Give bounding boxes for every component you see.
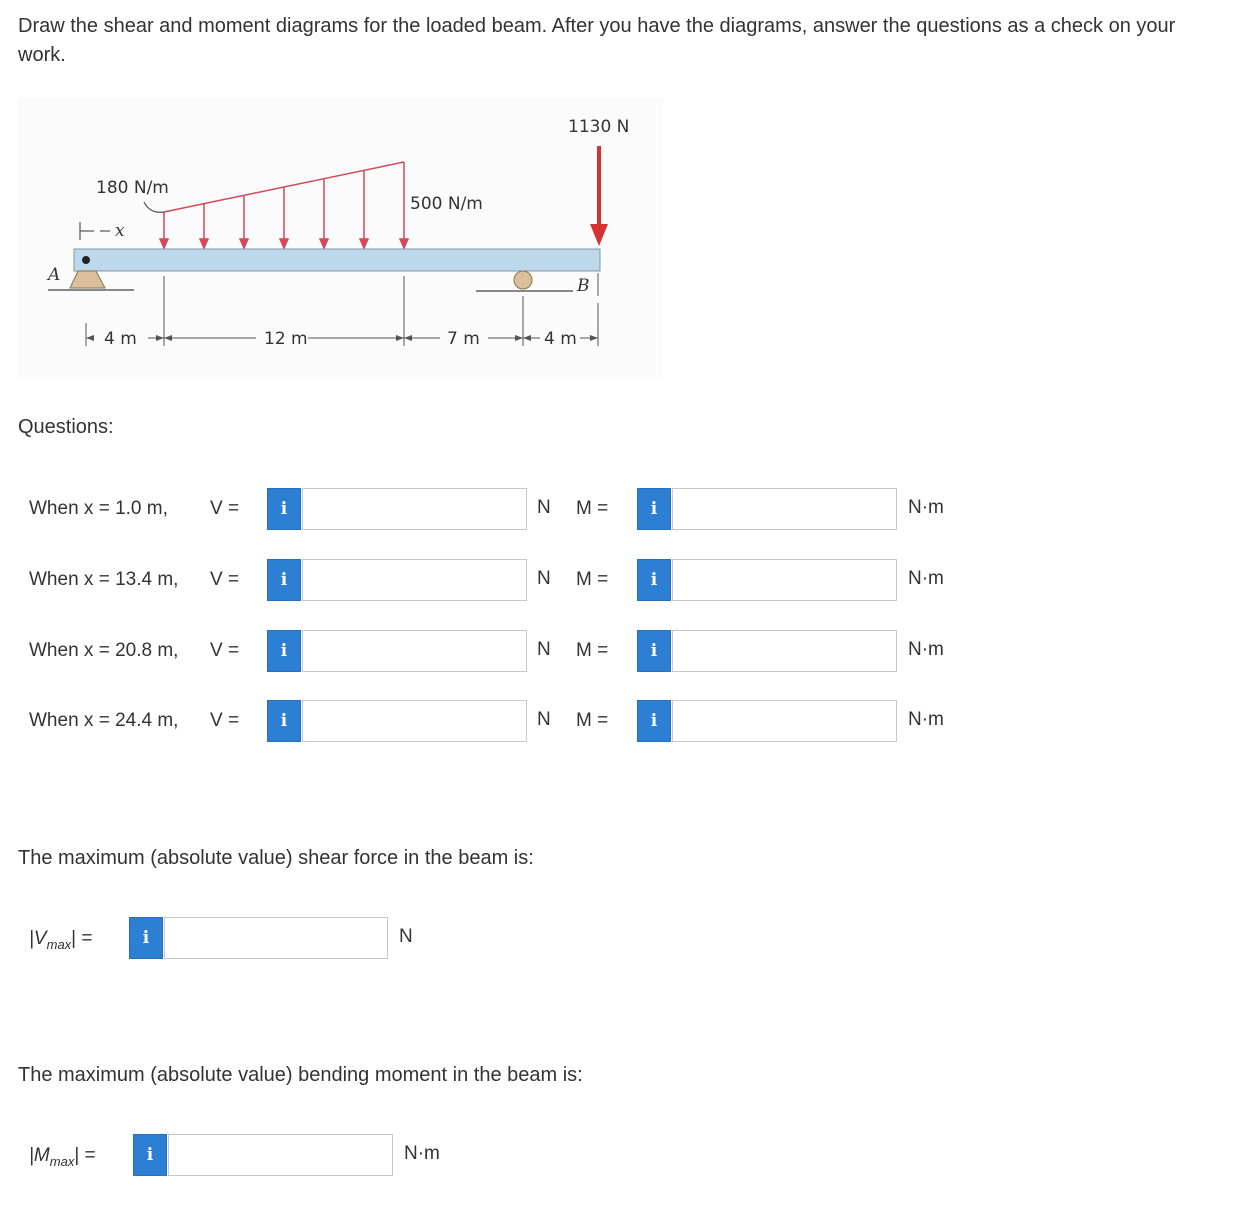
question-row-2 [0,558,1250,602]
mmax-label-post: | = [74,1145,96,1166]
row-3-m-unit: N·m [908,639,944,660]
row-2-m-label: M = [576,569,609,590]
problem-prompt: Draw the shear and moment diagrams for the loaded beam. After you have the diagrams, answer the questions as a check on your work. [18,15,1176,66]
mmax-row [0,1133,600,1179]
load-left-pointer [144,202,164,212]
vmax-label-main: |V [29,928,47,949]
load-left-label: 180 N/m [96,178,169,198]
row-1-v-label: V = [210,498,240,519]
load-arrows [160,170,408,248]
support-a [70,271,105,288]
vmax-label-sub: max [46,936,72,952]
row-2-label: When x = 13.4 m, [29,569,179,590]
row-4-v-label: V = [210,710,240,731]
row-3-m-label: M = [576,640,609,661]
row-1-m-input[interactable] [672,488,897,530]
row-4-v-info-button[interactable]: i [267,700,301,742]
question-row-3 [0,629,1250,673]
row-2-v-input[interactable] [302,559,527,601]
mmax-input[interactable] [168,1134,393,1176]
row-4-v-unit: N [537,709,551,730]
dim-3-label: 7 m [447,329,480,349]
row-1-v-input[interactable] [302,488,527,530]
point-load-arrowhead [590,224,608,246]
question-row-1 [0,487,1250,531]
mmax-label [29,1145,96,1169]
row-3-label: When x = 20.8 m, [29,640,179,661]
row-3-v-unit: N [537,639,551,660]
row-3-v-label: V = [210,640,240,661]
support-b-label: B [577,276,590,296]
point-load-label: 1130 N [568,117,630,137]
mmax-heading: The maximum (absolute value) bending moment in the beam is: [18,1064,583,1086]
dim-2-label: 12 m [264,329,308,349]
mmax-info-button[interactable]: i [133,1134,167,1176]
row-1-label: When x = 1.0 m, [29,498,168,519]
row-1-m-info-button[interactable]: i [637,488,671,530]
row-4-v-input[interactable] [302,700,527,742]
row-2-m-unit: N·m [908,568,944,589]
pin-dot [82,256,90,264]
mmax-label-main: |M [29,1145,50,1166]
row-4-m-info-button[interactable]: i [637,700,671,742]
row-2-m-input[interactable] [672,559,897,601]
mmax-unit: N·m [404,1143,440,1164]
row-4-m-unit: N·m [908,709,944,730]
row-4-label: When x = 24.4 m, [29,710,179,731]
row-3-m-input[interactable] [672,630,897,672]
x-label: x [115,221,125,241]
row-1-v-unit: N [537,497,551,518]
dim-1-label: 4 m [104,329,137,349]
row-1-v-info-button[interactable]: i [267,488,301,530]
row-2-m-info-button[interactable]: i [637,559,671,601]
row-2-v-unit: N [537,568,551,589]
vmax-label-post: | = [71,928,93,949]
row-3-m-info-button[interactable]: i [637,630,671,672]
question-row-4 [0,699,1250,743]
dim-4-label: 4 m [544,329,577,349]
row-4-m-input[interactable] [672,700,897,742]
vmax-unit: N [399,926,413,947]
row-3-v-input[interactable] [302,630,527,672]
row-2-v-label: V = [210,569,240,590]
beam-diagram [18,98,663,380]
vmax-input[interactable] [164,917,388,959]
support-a-label: A [48,265,61,285]
beam-figure [18,98,663,380]
row-1-m-unit: N·m [908,497,944,518]
beam [74,249,600,271]
load-right-label: 500 N/m [410,194,483,214]
row-3-v-info-button[interactable]: i [267,630,301,672]
row-4-m-label: M = [576,710,609,731]
row-1-m-label: M = [576,498,609,519]
vmax-label [29,928,92,952]
vmax-info-button[interactable]: i [129,917,163,959]
row-2-v-info-button[interactable]: i [267,559,301,601]
vmax-row [0,916,600,962]
support-b-roller [514,271,532,289]
questions-heading: Questions: [18,416,114,438]
vmax-heading: The maximum (absolute value) shear force in the beam is: [18,847,534,869]
mmax-label-sub: max [49,1153,75,1169]
